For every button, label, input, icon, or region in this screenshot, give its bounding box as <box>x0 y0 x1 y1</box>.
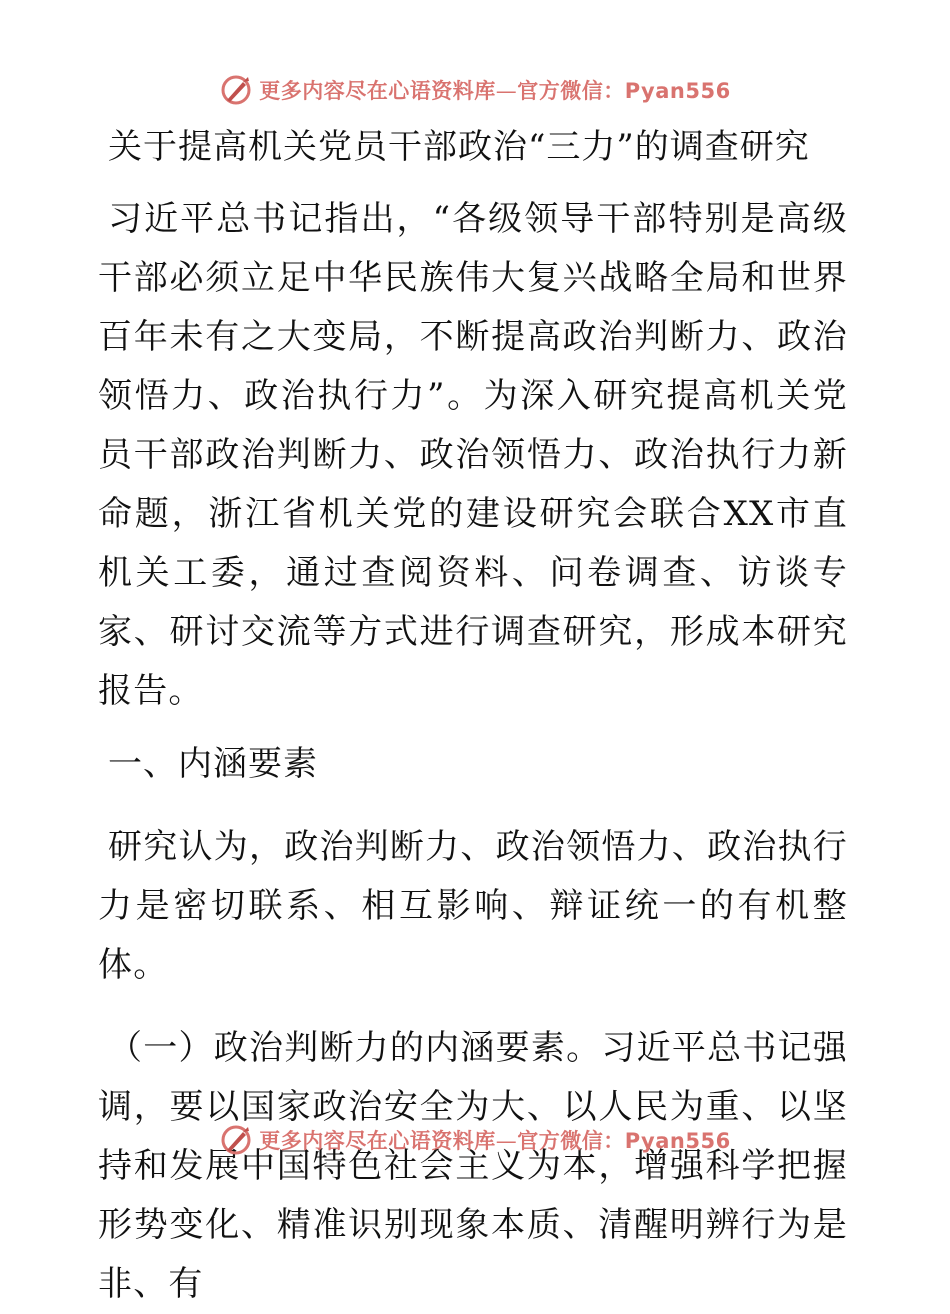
intro-paragraph: 习近平总书记指出，“各级领导干部特别是高级干部必须立足中华民族伟大复兴战略全局和世界百年未有之大变局，不断提高政治判断力、政治领悟力、政治执行力”。为深入研究提高机关党员干部政治判断力、政治领悟力、政治执行力新命题，浙江省机关党的建设研究会联合XX市直机关工委，通过查阅资料、问卷调查、访谈专家、研讨交流等方式进行调查研究，形成本研究报告。 <box>98 199 848 711</box>
document-title: 关于提高机关党员干部政治“三力”的调查研究 <box>108 127 810 167</box>
subsection-paragraph: （一）政治判断力的内涵要素。习近平总书记强调，要以国家政治安全为大、以人民为重、以坚持和发展中国特色社会主义为本，增强科学把握形势变化、精准识别现象本质、清醒明辨行为是非、有 <box>98 1028 848 1304</box>
watermark-text: 更多内容尽在心语资料库—官方微信：Pyan556 <box>259 79 731 103</box>
section-paragraph: 研究认为，政治判断力、政治领悟力、政治执行力是密切联系、相互影响、辩证统一的有机整体。 <box>98 827 848 985</box>
quill-logo-icon <box>219 73 253 107</box>
section-heading: 一、内涵要素 <box>108 744 318 784</box>
quill-logo-icon <box>219 1123 253 1157</box>
watermark-header <box>0 70 950 110</box>
watermark-text: 更多内容尽在心语资料库—官方微信：Pyan556 <box>259 1129 731 1153</box>
watermark-footer <box>0 1120 950 1160</box>
